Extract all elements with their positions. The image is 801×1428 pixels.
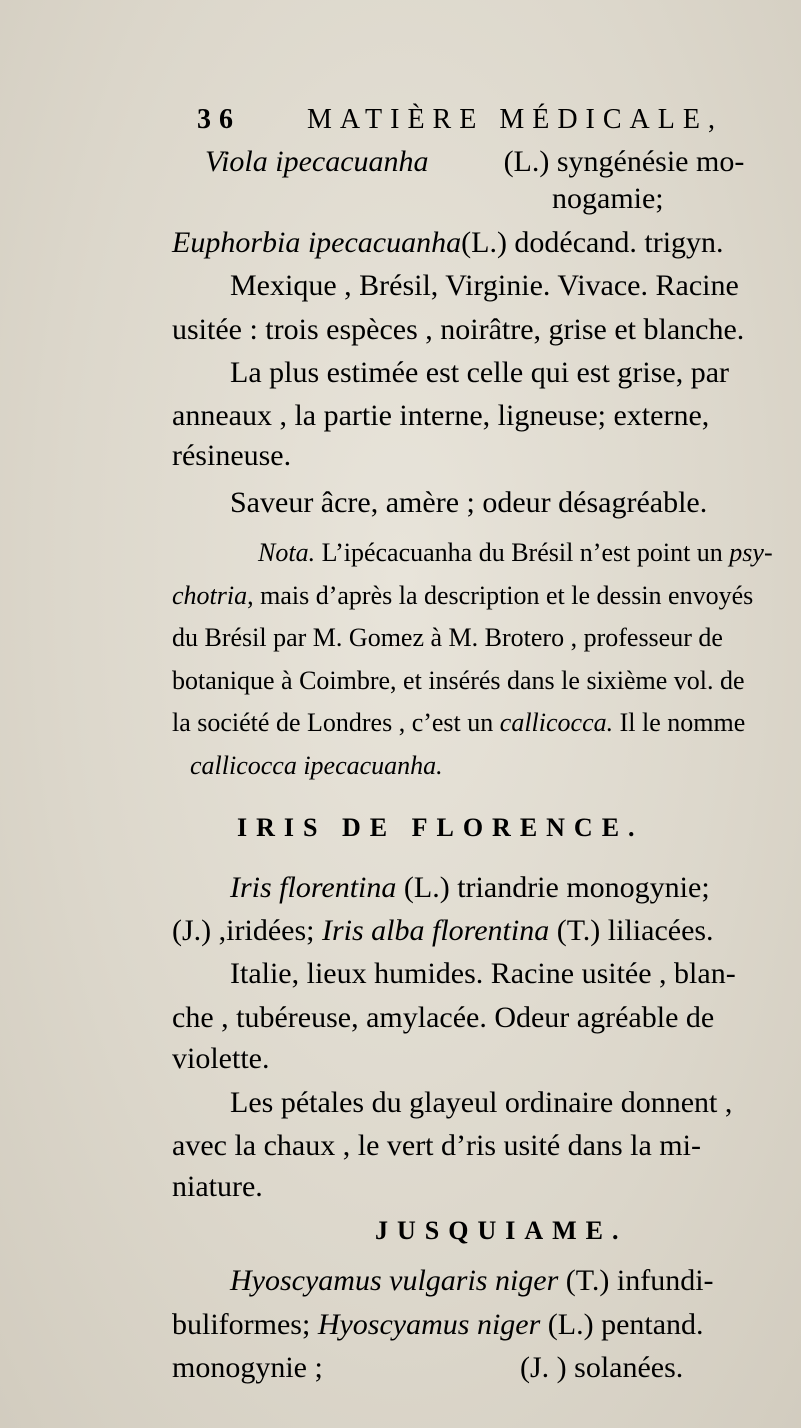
jusquiame-line-3-right: (J. ) solanées. [520,1351,684,1384]
nota-line-2: chotria, mais d’après la description et le dessin envoyés [172,580,754,610]
nota-line-5: la société de Londres , c’est un callicocca. Il le nomme [172,708,746,738]
euphorbia-line-3: La plus estimée est celle qui est grise, par [230,355,729,389]
iris-line-5: violette. [172,1042,270,1076]
euphorbia-line-4: anneaux , la partie interne, ligneuse; externe, [172,399,710,433]
iris-name: Iris florentina [230,870,397,904]
iris-heading: IRIS DE FLORENCE. [237,812,644,842]
running-title: MATIÈRE MÉDICALE, [307,104,723,135]
euphorbia-classification: (L.) dodécand. trigyn. [461,225,724,259]
nota-line-4: botanique à Coimbre, et insérés dans le sixième vol. de [172,665,745,695]
euphorbia-line-5: résineuse. [172,438,292,472]
jusquiame-heading: JUSQUIAME. [375,1215,628,1245]
page-number: 36 [197,104,241,135]
euphorbia-line-6: Saveur âcre, amère ; odeur désagréable. [230,485,708,519]
iris-line-7: avec la chaux , le vert d’ris usité dans la mi- [172,1128,701,1162]
jusquiame-line-1: Hyoscyamus vulgaris niger (T.) infundi- [230,1264,714,1298]
iris-line-8: niature. [172,1170,263,1204]
nota-label: Nota. [258,538,316,568]
jusquiame-line-2: buliformes; Hyoscyamus niger (L.) pentand. [172,1307,704,1341]
viola-entry [205,142,744,182]
euphorbia-line-2: usitée : trois espèces , noirâtre, grise et blanche. [172,312,745,346]
iris-line-6: Les pétales du glayeul ordinaire donnent , [230,1085,733,1119]
euphorbia-line-1: Mexique , Brésil, Virginie. Vivace. Racine [230,269,739,303]
nota-line-6: callicocca ipecacuanha. [190,750,443,780]
viola-classification-cont: nogamie; [552,182,664,216]
iris-line-1: Iris florentina (L.) triandrie monogynie; [230,870,710,904]
iris-line-2: (J.) ,iridées; Iris alba florentina (T.) liliacées. [172,913,714,947]
hyoscyamus-name: Hyoscyamus vulgaris niger [230,1264,559,1298]
running-header [197,100,723,140]
euphorbia-entry [172,223,724,263]
euphorbia-name: Euphorbia ipecacuanha [172,225,462,259]
viola-classification: (L.) syngénésie mo- [503,144,745,178]
iris-line-3: Italie, lieux humides. Racine usitée , blan- [230,957,736,991]
nota-line-3: du Brésil par M. Gomez à M. Brotero , professeur de [172,623,723,653]
iris-line-4: che , tubéreuse, amylacée. Odeur agréable de [172,1000,715,1034]
nota-line-1: Nota. L’ipécacuanha du Brésil n’est point un psy- [258,538,773,568]
jusquiame-line-3-left: monogynie ; [172,1351,323,1384]
viola-name: Viola ipecacuanha [205,144,429,178]
